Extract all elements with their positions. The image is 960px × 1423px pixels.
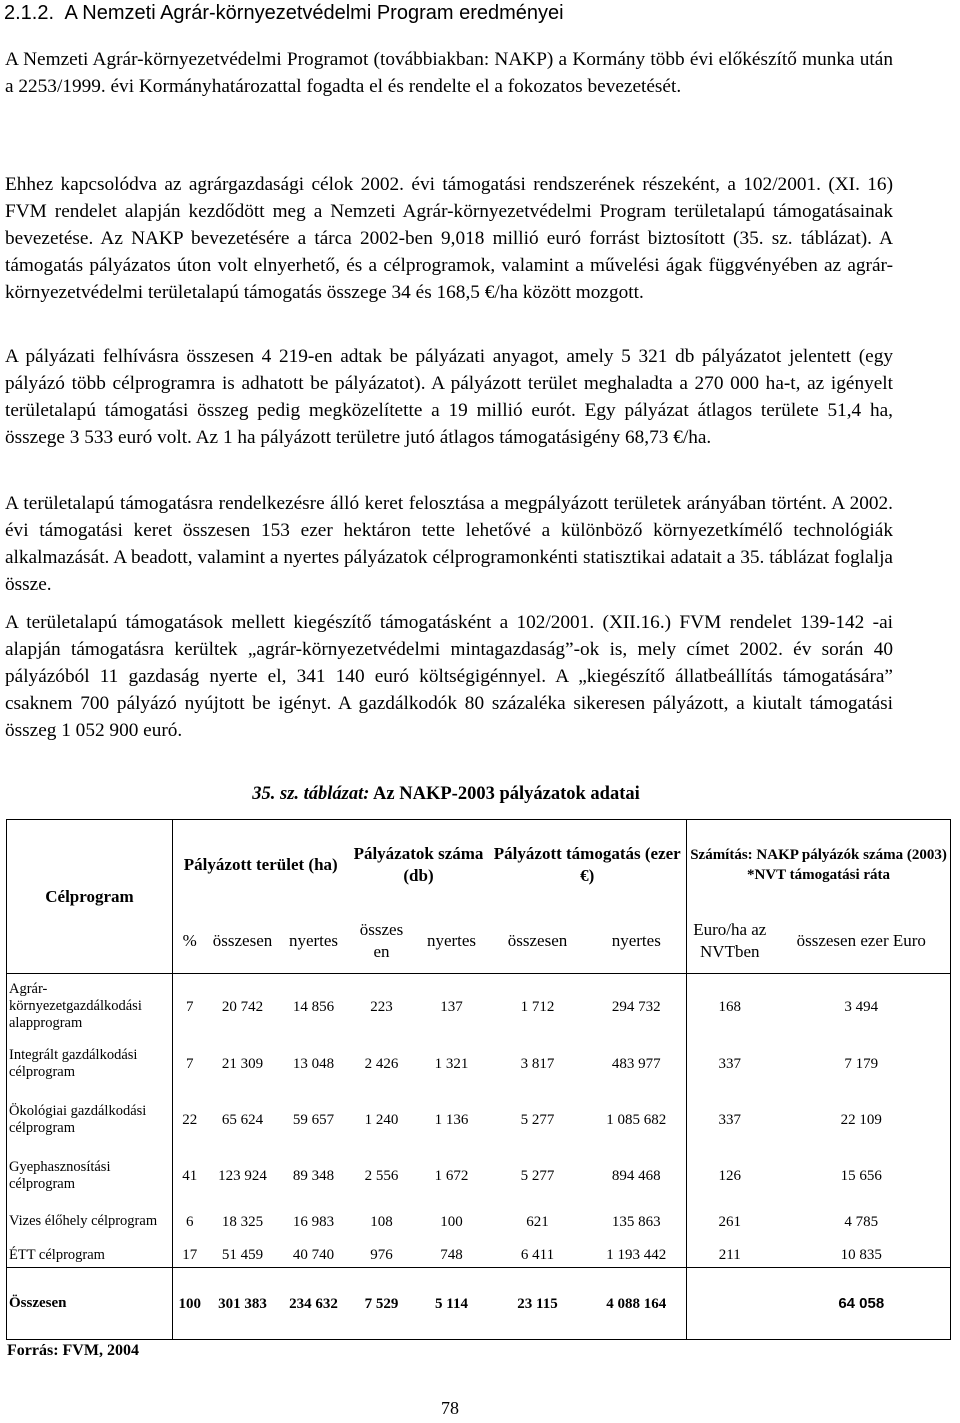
- cell-rate: 337: [718, 1055, 742, 1072]
- section-number: 2.1.2.: [4, 2, 55, 24]
- section-title: A Nemzeti Agrár-környezetvédelmi Program eredményei: [64, 2, 564, 24]
- total-rate: [687, 1268, 773, 1340]
- cell-count-won: 1 321: [434, 1055, 469, 1072]
- cell-rate: 211: [687, 1244, 773, 1268]
- cell-area-won: 13 048: [292, 1055, 335, 1072]
- cell-pct: 22: [182, 1111, 198, 1128]
- page-number: 78: [441, 1398, 459, 1418]
- header-program: Célprogram: [7, 820, 173, 974]
- cell-support-won: 894 468: [587, 1152, 687, 1200]
- cell-area-won: 14 856: [292, 998, 335, 1015]
- cell-area-total: 51 459: [207, 1244, 279, 1268]
- section-heading: [4, 0, 564, 26]
- cell-support-won: 294 732: [587, 974, 687, 1040]
- cell-total-eur: 22 109: [773, 1088, 951, 1152]
- subheader-support-total: összesen: [489, 910, 587, 974]
- table-row: [7, 1040, 951, 1088]
- nakp-table: [6, 819, 951, 1340]
- subheader-support-won: nyertes: [587, 910, 687, 974]
- cell-pct: 17: [173, 1244, 207, 1268]
- cell-area-total: 20 742: [221, 998, 264, 1015]
- paragraph-3: A pályázati felhívásra összesen 4 219-en adtak be pályázati anyagot, amely 5 321 db pályázatot jelentett (egy pályázó több célprogramra is adhatott be pályázatot). A pályázott terület meghaladta a 270 000 ha-t, az igényelt területalapú támogatási összeg pedig megközelítette a 19 millió eurót. Egy pályázat átlagos területe 51,4 ha, összege 3 533 euró volt. Az 1 ha pályázott területre jutó átlagos támogatásigény 68,73 €/ha.: [5, 346, 893, 448]
- cell-count-total: 1 240: [364, 1111, 399, 1128]
- cell-pct: 6: [186, 1213, 194, 1230]
- cell-total-eur: 15 656: [773, 1152, 951, 1200]
- cell-count-total: 976: [349, 1244, 415, 1268]
- cell-total-eur: 4 785: [773, 1200, 951, 1244]
- row-program: Ökológiai gazdálkodási célprogram: [7, 1088, 173, 1152]
- cell-support-won: 135 863: [587, 1200, 687, 1244]
- cell-area-total: 18 325: [221, 1213, 264, 1230]
- cell-total-eur: 7 179: [773, 1040, 951, 1088]
- header-area: Pályázott terület (ha): [173, 820, 349, 910]
- cell-count-total: 2 556: [364, 1167, 399, 1184]
- cell-rate: 261: [718, 1213, 742, 1230]
- cell-count-total: 108: [370, 1213, 393, 1230]
- cell-area-won: 16 983: [292, 1213, 335, 1230]
- cell-total-eur: 3 494: [773, 974, 951, 1040]
- subheader-total-eur: összesen ezer Euro: [773, 910, 951, 974]
- table-caption: [0, 784, 892, 805]
- cell-support-total: 6 411: [489, 1244, 587, 1268]
- cell-area-total: 123 924: [218, 1167, 267, 1184]
- cell-pct: 7: [186, 998, 194, 1015]
- total-support-won: 4 088 164: [587, 1268, 687, 1340]
- cell-count-won: 1 672: [434, 1167, 469, 1184]
- paragraph-1: A Nemzeti Agrár-környezetvédelmi Programot (továbbiakban: NAKP) a Kormány több évi előkészítő munka után a 2253/1999. évi Kormányhatározattal fogadta el és rendelte el a fokozatos bevezetését.: [5, 49, 893, 97]
- total-pct: 100: [173, 1268, 207, 1340]
- table-row: [7, 1244, 951, 1268]
- cell-area-won: 59 657: [292, 1111, 335, 1128]
- cell-count-won: 100: [440, 1213, 463, 1230]
- cell-total-eur: 10 835: [773, 1244, 951, 1268]
- total-program: Összesen: [7, 1268, 173, 1340]
- cell-support-won: 1 085 682: [587, 1088, 687, 1152]
- subheader-count-won: nyertes: [415, 910, 489, 974]
- row-program: Integrált gazdálkodási célprogram: [7, 1040, 173, 1088]
- subheader-pct: %: [173, 910, 207, 974]
- cell-rate: 168: [718, 998, 742, 1015]
- total-count-won: 5 114: [415, 1268, 489, 1340]
- paragraph-4: A területalapú támogatásra rendelkezésre álló keret felosztása a megpályázott területek arányában történt. A 2002. évi támogatási keret összesen 153 ezer hektáron tette lehetővé a különböző környezetkímélő technológiák alkalmazását. A beadott, valamint a nyertes pályázatok célprogramonkénti statisztikai adatait a 35. táblázat foglalja össze.: [5, 493, 893, 595]
- cell-support-total: 1 712: [520, 998, 555, 1015]
- paragraph-5: A területalapú támogatások mellett kiegészítő támogatásként a 102/2001. (XII.16.) FVM rendelet 139-142 -ai alapján támogatásra kerültek „agrár-környezetvédelmi mintagazdaság”-ok is, mely címet 2002. év során 40 pályázóból 11 gazdaság nyerte el, 341 140 euró költségigénnyel. A „kiegészítő állatbeállítás támogatására” csaknem 700 pályázó nyújtott be igényt. A gazdálkodók 80 százaléka sikeresen pályázott, a kiutalt támogatási összeg 1 052 900 euró.: [5, 612, 893, 741]
- cell-support-total: 621: [526, 1213, 549, 1230]
- cell-rate: 126: [718, 1167, 742, 1184]
- subheader-count-total: összes en: [349, 910, 415, 974]
- total-area-won: 234 632: [279, 1268, 349, 1340]
- total-area-total: 301 383: [207, 1268, 279, 1340]
- table-row: [7, 1152, 951, 1200]
- cell-rate: 337: [718, 1111, 742, 1128]
- table-row: [7, 1200, 951, 1244]
- cell-support-total: 5 277: [520, 1167, 555, 1184]
- cell-pct: 41: [182, 1167, 198, 1184]
- table-body: [7, 974, 951, 1340]
- row-program: Vizes élőhely célprogram: [7, 1200, 173, 1244]
- table-source: Forrás: FVM, 2004: [7, 1342, 139, 1359]
- subheader-area-won: nyertes: [279, 910, 349, 974]
- header-calc: Számítás: NAKP pályázók száma (2003) *NVT támogatási ráta: [687, 820, 951, 910]
- total-support-total: 23 115: [489, 1268, 587, 1340]
- header-count: Pályázatok száma (db): [349, 820, 489, 910]
- table-caption-label: 35. sz. táblázat:: [252, 784, 370, 804]
- cell-pct: 7: [186, 1055, 194, 1072]
- header-support: Pályázott támogatás (ezer €): [489, 820, 687, 910]
- total-count-total: 7 529: [349, 1268, 415, 1340]
- table-total-row: [7, 1268, 951, 1340]
- cell-count-total: 223: [370, 998, 393, 1015]
- subheader-area-total: összesen: [207, 910, 279, 974]
- cell-area-won: 40 740: [279, 1244, 349, 1268]
- cell-area-won: 89 348: [292, 1167, 335, 1184]
- row-program: Gyephasznosítási célprogram: [7, 1152, 173, 1200]
- cell-support-total: 5 277: [520, 1111, 555, 1128]
- cell-area-total: 65 624: [221, 1111, 264, 1128]
- cell-support-won: 483 977: [587, 1040, 687, 1088]
- cell-count-won: 748: [415, 1244, 489, 1268]
- row-program: ÉTT célprogram: [7, 1244, 173, 1268]
- cell-support-total: 3 817: [520, 1055, 555, 1072]
- cell-count-won: 137: [440, 998, 463, 1015]
- row-program: Agrár-környezetgazdálkodási alapprogram: [7, 974, 173, 1040]
- cell-support-won: 1 193 442: [587, 1244, 687, 1268]
- table-row: [7, 974, 951, 1040]
- paragraph-2: Ehhez kapcsolódva az agrárgazdasági célok 2002. évi támogatási rendszerének részeként, a 102/2001. (XI. 16) FVM rendelet alapján kezdődött meg a Nemzeti Agrár-környezetvédelmi Program területalapú támogatásainak bevezetése. Az NAKP bevezetésére a tárca 2002-ben 9,018 millió euró forrást biztosított (35. sz. táblázat). A támogatás pályázatos úton volt elnyerhető, és a célprogramok, valamint a művelési ágak függvényében az agrár-környezetvédelmi területalapú támogatás összege 34 és 168,5 €/ha között mozgott.: [5, 174, 893, 303]
- cell-area-total: 21 309: [221, 1055, 264, 1072]
- table-caption-title: Az NAKP-2003 pályázatok adatai: [373, 784, 640, 804]
- cell-count-total: 2 426: [364, 1055, 399, 1072]
- table-row: [7, 1088, 951, 1152]
- total-total-eur: 64 058: [773, 1268, 951, 1340]
- cell-count-won: 1 136: [434, 1111, 469, 1128]
- subheader-rate: Euro/ha az NVTben: [687, 910, 773, 974]
